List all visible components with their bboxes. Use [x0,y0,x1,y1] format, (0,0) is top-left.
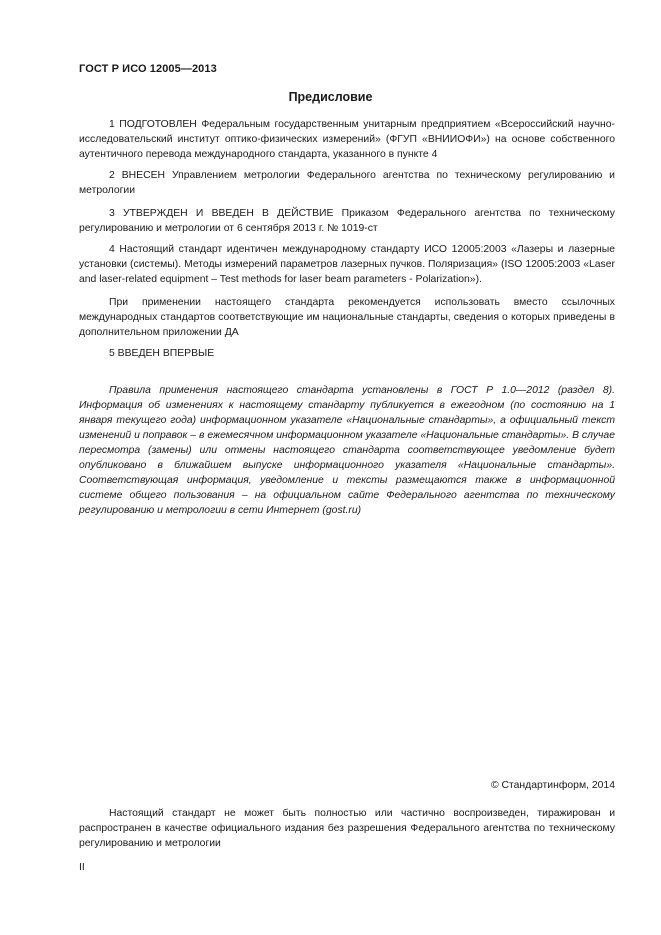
paragraph-6: 5 ВВЕДЕН ВПЕРВЫЕ [109,348,215,359]
page-number: II [79,862,85,873]
italic-notice: Правила применения настоящего стандарта установлены в ГОСТ Р 1.0—2012 (раздел 8). Информация об изменениях к настоящему стандарту публикуется в ежегодном (по состоянию на 1 января текущего года) информационном указателе «Национальные стандарты», а официальный текст изменений и поправок – в ежемесячном информационном указателе «Национальные стандарты». В случае пересмотра (замены) или отмены настоящего стандарта соответствующее уведомление будет опубликовано в ближайшем выпуске информационного указателя «Национальные стандарты». Соответствующая информация, уведомление и тексты размещаются также в информационной системе общего пользования – на официальном сайте Федерального агентства по техническому регулированию и метрологии в сети Интернет (gost.ru) [79,385,615,516]
paragraph-3: 3 УТВЕРЖДЕН И ВВЕДЕН В ДЕЙСТВИЕ Приказом Федерального агентства по техническому регулированию и метрологии от 6 сентября 2013 г. № 1019-ст [79,208,615,234]
copyright-line: © Стандартинформ, 2014 [490,780,615,791]
paragraph-5: При применении настоящего стандарта рекомендуется использовать вместо ссылочных международных стандартов соответствующие им национальные стандарты, сведения о которых приведены в дополнительном приложении ДА [79,297,615,338]
paragraph-1: 1 ПОДГОТОВЛЕН Федеральным государственным унитарным предприятием «Всероссийский научно-исследовательский институт оптико-физических измерений» (ФГУП «ВНИИОФИ») на основе собственного аутентичного перевода международного стандарта, указанного в пункте 4 [79,119,615,160]
document-header: ГОСТ Р ИСО 12005—2013 [79,63,217,75]
paragraph-4: 4 Настоящий стандарт идентичен международному стандарту ИСО 12005:2003 «Лазеры и лазерные установки (системы). Методы измерений параметров лазерных пучков. Поляризация» (ISO 12005:2003 «Laser and laser-related equipment – Test methods for laser beam parameters - Polarization»). [79,244,615,285]
page-title: Предисловие [288,90,373,104]
paragraph-2: 2 ВНЕСЕН Управлением метрологии Федерального агентства по техническому регулированию и метрологии [79,170,615,196]
reproduction-notice: Настоящий стандарт не может быть полностью или частично воспроизведен, тиражирован и распространен в качестве официального издания без разрешения Федерального агентства по техническому регулированию и метрологии [79,808,615,849]
